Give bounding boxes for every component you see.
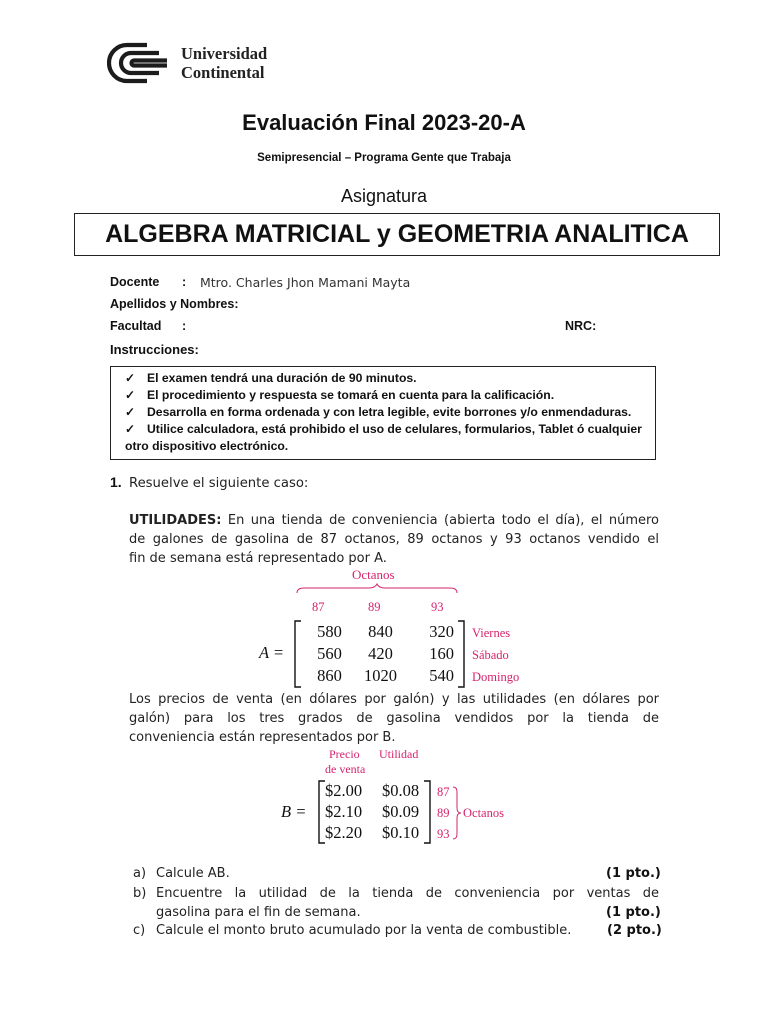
checkmark-icon: ✓ (125, 405, 136, 419)
matrix-b-name: B = (281, 802, 307, 821)
para1-line3: fin de semana está representado por A. (129, 551, 387, 566)
matrix-b-cell: $2.10 (325, 802, 363, 821)
subitem-c-points: (2 pto.) (607, 923, 662, 938)
octanos-brace-icon (296, 583, 458, 595)
matrix-b-row-label: 93 (437, 827, 450, 841)
octanos-right-brace-icon (452, 786, 462, 840)
matrix-a-row-label: Domingo (472, 670, 520, 684)
matrix-a-cell: 320 (429, 622, 454, 641)
exam-title: Evaluación Final 2023-20-A (242, 110, 526, 135)
instruction-text: El examen tendrá una duración de 90 minutos. (147, 371, 417, 385)
university-logo-icon (107, 42, 171, 84)
matrix-a-name: A = (259, 643, 285, 662)
matrix-a-left-bracket-icon (293, 620, 303, 688)
logo-line-2: Continental (181, 63, 265, 82)
checkmark-icon: ✓ (125, 371, 136, 385)
instruction-text: otro dispositivo electrónico. (125, 439, 289, 453)
matrix-a-cell: 420 (368, 644, 393, 663)
matrix-b-col1-label: Precio (329, 747, 360, 761)
matrix-b-row-label: 87 (437, 785, 450, 799)
matrix-b-cell: $0.10 (382, 823, 420, 842)
matrix-a-cell: 560 (317, 644, 342, 663)
matrix-b-cell: $0.09 (382, 802, 420, 821)
apellidos-label: Apellidos y Nombres: (110, 297, 239, 311)
checkmark-icon: ✓ (125, 388, 136, 402)
instruction-item-continued (125, 438, 655, 455)
matrix-b-row-label: 89 (437, 806, 450, 820)
matrix-a-cell: 840 (368, 622, 393, 641)
matrix-b-cell: $0.08 (382, 781, 420, 800)
matrix-a-col-93: 93 (431, 600, 444, 614)
utilidades-heading: UTILIDADES: (129, 513, 222, 528)
subitem-b-letter: b) (133, 886, 147, 901)
instruction-item (125, 370, 655, 387)
matrix-a-cell: 540 (429, 666, 454, 685)
exam-subtitle: Semipresencial – Programa Gente que Trabaja (257, 152, 511, 164)
subitem-b-points: (1 pto.) (606, 905, 661, 920)
subitem-a-letter: a) (133, 866, 147, 881)
matrix-b-col1-label-2: de venta (325, 762, 366, 776)
instruction-text: Utilice calculadora, está prohibido el uso de celulares, formularios, Tablet ó cualquier (147, 422, 642, 436)
matrix-b-group-label: Octanos (463, 806, 504, 820)
para2-line1: Los precios de venta (en dólares por galón) y las utilidades (en dólares por (129, 692, 659, 707)
subitem-b-text-line2: gasolina para el fin de semana. (156, 905, 361, 920)
para1-line2: de galones de gasolina de 87 octanos, 89 octanos y 93 octanos vendido el (129, 532, 659, 547)
instruction-text: Desarrolla en forma ordenada y con letra legible, evite borrones y/o enmendaduras. (147, 405, 632, 419)
course-name: ALGEBRA MATRICIAL y GEOMETRIA ANALITICA (105, 220, 689, 248)
matrix-b-cell: $2.00 (325, 781, 363, 800)
instructions-box (110, 366, 656, 460)
matrix-a-cell: 160 (429, 644, 454, 663)
question-number: 1. (110, 474, 122, 490)
para2-line3: conveniencia están representados por B. (129, 730, 396, 745)
course-box (74, 213, 720, 256)
checkmark-icon: ✓ (125, 422, 136, 436)
prices-paragraph (129, 690, 659, 747)
logo-line-1: Universidad (181, 44, 268, 63)
subitem-c-letter: c) (133, 923, 146, 938)
asignatura-label: Asignatura (340, 186, 428, 206)
subitem-a-text: Calcule AB. (156, 866, 230, 881)
matrix-a-right-bracket-icon (456, 620, 466, 688)
instruction-text: El procedimiento y respuesta se tomará en cuenta para la calificación. (147, 388, 555, 402)
para1-line1 (129, 511, 659, 530)
question-prompt: Resuelve el siguiente caso: (129, 476, 309, 491)
subitem-b-text-line1: Encuentre la utilidad de la tienda de conveniencia por ventas de (156, 886, 659, 901)
matrix-a-cell: 860 (317, 666, 342, 685)
matrix-a-group-label: Octanos (352, 567, 395, 582)
nrc-label: NRC: (565, 319, 597, 333)
instruction-item (125, 387, 655, 404)
matrix-a-cell: 1020 (364, 666, 397, 685)
instruction-item (125, 404, 655, 421)
instruction-item (125, 421, 655, 438)
docente-value: Mtro. Charles Jhon Mamani Mayta (200, 275, 411, 290)
matrix-b-col2-label: Utilidad (379, 747, 419, 761)
para1-text: En una tienda de conveniencia (abierta todo el día), el número (227, 513, 659, 528)
para2-line2: galón) para los tres grados de gasolina vendidos por la tienda de (129, 711, 659, 726)
matrix-b-cell: $2.20 (325, 823, 363, 842)
matrix-a-cell: 580 (317, 622, 342, 641)
instrucciones-label: Instrucciones: (110, 342, 199, 357)
docente-colon: : (182, 275, 187, 289)
university-name (181, 44, 267, 82)
facultad-colon: : (182, 319, 187, 333)
matrix-a-row-label: Viernes (472, 626, 511, 640)
subitem-c-text: Calcule el monto bruto acumulado por la venta de combustible. (156, 923, 572, 938)
matrix-b-right-bracket-icon (422, 780, 432, 844)
matrix-a-col-87: 87 (312, 600, 325, 614)
matrix-a-col-89: 89 (368, 600, 381, 614)
utilidades-paragraph (129, 511, 659, 568)
subitem-a-points: (1 pto.) (606, 866, 661, 881)
facultad-label: Facultad (110, 319, 162, 333)
docente-label: Docente (110, 275, 160, 289)
matrix-a-row-label: Sábado (472, 648, 509, 662)
